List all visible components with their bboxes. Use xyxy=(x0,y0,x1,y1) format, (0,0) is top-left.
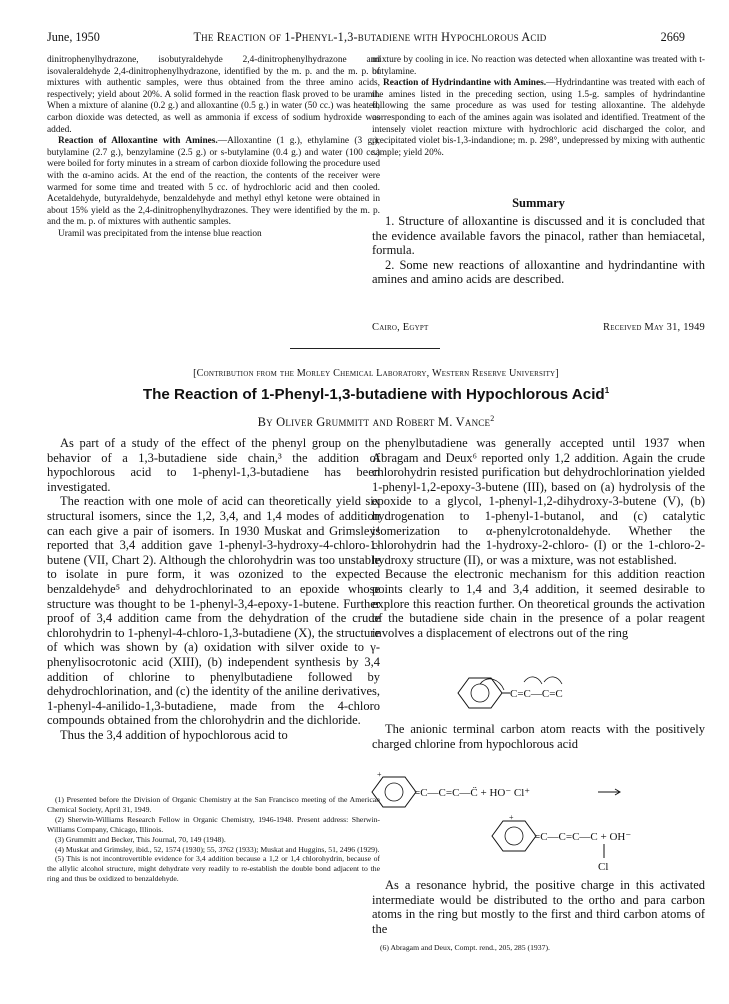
left-body-column xyxy=(47,436,380,742)
top-right-column xyxy=(372,55,705,159)
paragraph: phenylbutadiene was generally accepted until 1937 when Abragam and Deux⁶ reported only 1,2 addition. Again the crude chlorohydrin resisted purification but dehydrochlorination yielded 1-phenyl-1,2-epoxy-3-butene (III), based on (a) hydrolysis of the epoxide to a glycol, 1-phenyl-1,2-dihydroxy-3-butene (V), (b) hydrogenation to 1-phenyl-1-butanol, and (c) catalytic isomerization to α-phenylcrotonaldehyde. Whether the chlorohydrin had the 1-hydroxy-2-chloro- (I) or the 1-chloro-2-hydroxy structure (II), or was a mixture, was not established. xyxy=(372,436,705,567)
paragraph: As part of a study of the effect of the phenyl group on the behavior of a 1,3-butadiene side chain,³ the addition of hypochlorous acid to 1-phenyl-1,3-butadiene has been investigated. xyxy=(47,436,380,494)
footnote: (5) This is not incontrovertible evidence for 3,4 addition because a 1,2 or 1,4 chlorohydrin, because of the allylic alcohol structure, might dehydrate very readily to re-establish the double bond adjacent to the ring and thus be oxidized to benzaldehyde. xyxy=(47,854,380,884)
paragraph: dinitrophenylhydrazone, isobutyraldehyde 2,4-dinitrophenylhydrazone and isovaleraldehyde 2,4-dinitrophenylhydrazone, identified by the m. p. and the m. p. of mixtures with authentic samples, were thus obtained from the three amino acids, respectively; yield about 20%. A solid formed in the reaction flask proved to be uramil. When a mixture of alanine (0.2 g.) and alloxantine (0.5 g.) in water (50 cc.) was heated, carbon dioxide was detected, as well as ammonia if excess of sodium hydroxide was added. xyxy=(47,55,380,135)
footnote: (2) Sherwin-Williams Research Fellow in Organic Chemistry, 1946-1948. Present address: Sherwin-Williams Company, Chicago, Illinois. xyxy=(47,814,380,834)
paragraph: As a resonance hybrid, the positive charge in this activated intermediate would be distributed to the ortho and para carbon atoms in the ring but mostly to the first and third carbon atoms of the xyxy=(372,878,705,936)
section-heading: Reaction of Hydrindantine with Amines. xyxy=(383,78,547,89)
right-body-p1-p2 xyxy=(372,436,705,640)
footnotes-left xyxy=(47,795,380,884)
running-title: The Reaction of 1-Phenyl-1,3-butadiene with Hypochlorous Acid xyxy=(193,30,547,44)
structure-scheme-1 xyxy=(440,668,690,718)
paragraph xyxy=(47,136,380,229)
paragraph: The reaction with one mole of acid can theoretically yield six structural isomers, since the 1,2, 3,4, and 1,4 modes of addition can each give a pair of isomers. In 1930 Muskat and Grimsley⁴ reported that 3,4 addition gave 1-phenyl-3-hydroxy-4-chloro-1-butene (VII, Chart 2). Although the chlorohydrin was too unstable to isolate in pure form, it was ozonized to the expected benzaldehyde⁵ and dehydrochlorinated to an epoxide whose structure was thought to be 1-phenyl-3,4-epoxy-1-butene. Further proof of 3,4 addition came from the dehydration of the crude chlorohydrin to 1-phenyl-4-chloro-1,3-butadiene (X), the structure of which was shown by (a) oxidation with silver oxide to γ-phenylisocrotonic acid (XIII), (b) independent synthesis by 3,4 addition of chlorine to phenylbutadiene followed by dehydrochlorination, and (c) the identity of the aniline derivatives, 1-phenyl-4-anilido-1,3-butadiene, made from the 4-chloro compounds obtained from the chlorohydrin and the dichloride. xyxy=(47,494,380,728)
contribution-line: [Contribution from the Morley Chemical Laboratory, Western Reserve University] xyxy=(193,368,559,379)
author-footnote-mark: 2 xyxy=(490,414,495,423)
product-formula: =C—C=C—C + OH⁻ xyxy=(534,831,632,843)
authors xyxy=(47,414,705,430)
structure-scheme-2 xyxy=(368,768,708,812)
section-heading: Reaction of Alloxantine with Amines. xyxy=(58,136,218,147)
footnote: (6) Abragam and Deux, Compt. rend., 205, 285 (1937). xyxy=(380,943,550,952)
benzene-ring xyxy=(492,821,536,851)
authors-text: By Oliver Grummitt and Robert M. Vance xyxy=(257,415,491,430)
paragraph-text: —Alloxantine (1 g.), ethylamine (3 g.), butylamine (2.7 g.), benzylamine (2.5 g.) or s-butylamine (0.4 g.) and water (100 cc.) were boiled for forty minutes in a stream of carbon dioxide following the procedure used with the α-amino acids. At the end of the reaction, the contents of the receiver were warmed for some time and treated with 5 cc. of hydrochloric acid and then cooled. Acetaldehyde, butyraldehyde, benzaldehyde and methyl ethyl ketone were obtained in about 15% yield as the 2,4-dinitrophenylhydrazones. They were identified by the m. p. and the m. p. of mixtures with authentic samples. xyxy=(47,136,380,228)
reaction-arrow-icon xyxy=(598,789,620,795)
benzene-ring xyxy=(458,678,502,708)
aromatic-circle xyxy=(471,684,489,702)
footnote: (3) Grummitt and Becker, This Journal, 70, 149 (1948). xyxy=(55,834,226,844)
top-left-column xyxy=(47,55,380,241)
paragraph-text: —Hydrindantine was treated with each of the amines listed in the preceding section, using 1.5-g. samples of hydrindantine following the same procedure as was used for testing alloxantine. The aldehyde corresponding to each of the amines again was isolated and identified. Treatment of the intensely violet reaction mixture with hydrochloric acid discharged the color, and precipitated violet bis-1,3-indandione; m. p. 298°, undepressed by mixing with authentic sample; yield 20%. xyxy=(372,78,705,158)
right-body-p3 xyxy=(372,722,705,751)
right-body-p4 xyxy=(372,878,705,936)
paragraph: The anionic terminal carbon atom reacts with the positively charged chlorine from hypochlorous acid xyxy=(372,722,705,751)
footnote: (1) Presented before the Division of Organic Chemistry at the San Francisco meeting of the American Chemical Society, April 31, 1949. xyxy=(47,795,380,814)
reaction-formula: =C—C=C—C̈ + HO⁻ Cl⁺ xyxy=(414,787,531,799)
aromatic-circle xyxy=(385,783,403,801)
received-date: Received May 31, 1949 xyxy=(603,322,705,333)
structure-scheme-3 xyxy=(462,812,702,876)
benzene-ring xyxy=(372,777,416,807)
summary-item: 1. Structure of alloxantine is discussed and it is concluded that the evidence available favors the pinacol, rather than hemiacetal, formula. xyxy=(372,214,705,258)
header-date: June, 1950 xyxy=(47,30,100,44)
separator-rule xyxy=(290,348,440,349)
paragraph: Uramil was precipitated from the intense blue reaction xyxy=(58,228,262,239)
paragraph xyxy=(372,78,705,159)
article-title-text: The Reaction of 1-Phenyl-1,3-butadiene with Hypochlorous Acid xyxy=(142,386,605,404)
curved-arrow-icon xyxy=(524,677,542,684)
footnote-right xyxy=(372,943,705,953)
chain-formula: C=C—C=C xyxy=(510,688,563,700)
plus-charge: + xyxy=(509,813,514,822)
place: Cairo, Egypt xyxy=(372,322,429,333)
summary-item: 2. Some new reactions of alloxantine and hydrindantine with amines and amino acids are described. xyxy=(372,257,705,287)
plus-charge: + xyxy=(377,770,382,779)
paragraph: Because the electronic mechanism for this addition reaction points clearly to 1,4 and 3,4 addition, it seemed desirable to explore this reaction further. On theoretical grounds the activation of the butadiene side chain in the presence of a polar reagent involves a displacement of electrons out of the ring xyxy=(372,567,705,640)
chlorine-label: Cl xyxy=(598,861,609,873)
footnote: (4) Muskat and Grimsley, ibid., 52, 1574 (1930); 55, 3762 (1933); Muskat and Huggins, 51, 2496 (1929). xyxy=(55,844,380,854)
article-title xyxy=(47,386,705,403)
title-footnote-mark: 1 xyxy=(604,386,610,395)
curved-arrow-icon xyxy=(544,677,562,684)
summary-heading: Summary xyxy=(512,196,565,210)
aromatic-circle xyxy=(505,827,523,845)
page-number: 2669 xyxy=(660,30,685,44)
summary-list xyxy=(372,214,705,287)
paragraph: mixture by cooling in ice. No reaction was detected when alloxantine was treated with t-butylamine. xyxy=(372,55,705,77)
paragraph: Thus the 3,4 addition of hypochlorous acid to xyxy=(60,727,288,742)
